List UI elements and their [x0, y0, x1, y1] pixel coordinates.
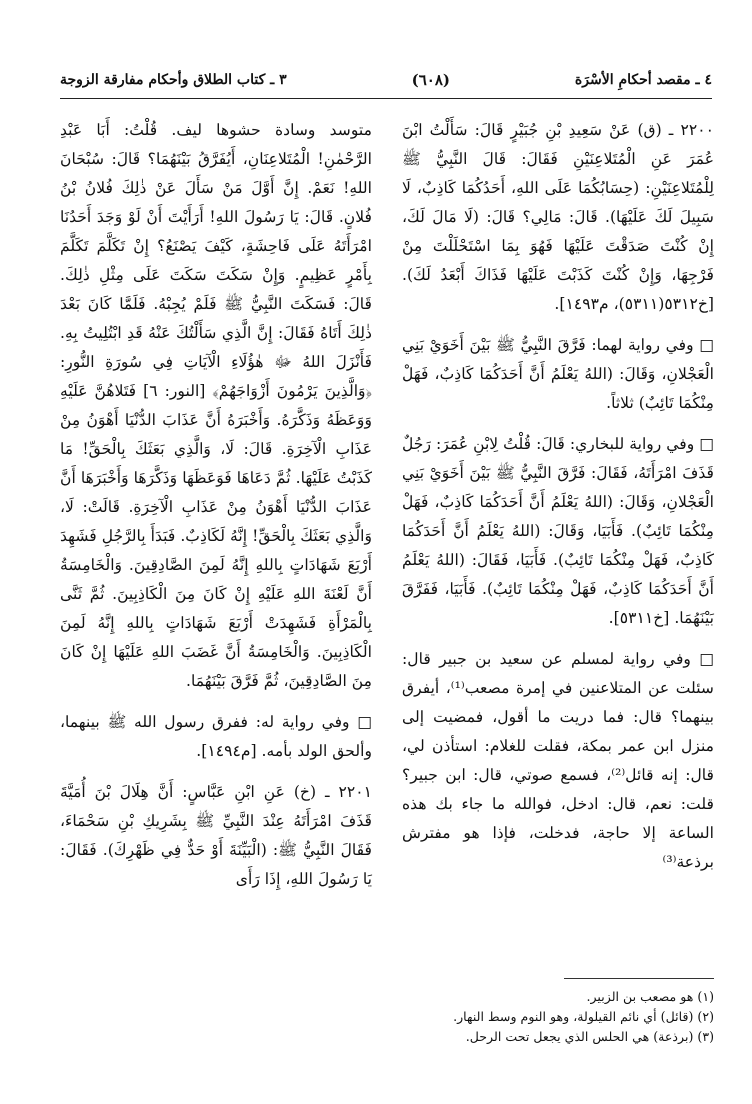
footnote-rule: [564, 978, 714, 979]
narration-both: □ وفي رواية لهما: فَرَّقَ النَّبِيُّ ﷺ بَيْنَ أَخَوَيْ بَنِي الْعَجْلانِ، وَقَالَ: (اللهُ يَعْلَمُ أَنَّ أَحَدَكُمَا كَاذِبٌ، فَهَلْ مِنْكُمَا تَائِبٌ) ثلاثاً.: [402, 336, 714, 412]
right-column: [402, 116, 714, 1016]
footnote-3: (٣) (برذعة) هي الحلس الذي يجعل تحت الرحل.: [465, 1029, 714, 1044]
hadith-2201: ٢٢٠١ ـ (خ) عَنِ ابْنِ عَبَّاسٍ: أَنَّ هِلَالَ بْنَ أُمَيَّةَ قَذَفَ امْرَأَتَهُ عِنْدَ النَّبِيِّ ﷺ بِشَرِيكِ بْنِ سَحْمَاءَ، فَقَالَ النَّبِيُّ ﷺ: (الْبَيِّنَةَ أَوْ حَدٌّ فِي ظَهْرِكَ). فَقَالَ: يَا رَسُولَ اللهِ، إِذَا رَأَى: [60, 783, 372, 888]
page-number: (٦٠٨): [411, 71, 450, 89]
narration-muslim-2: □ وفي رواية له: ففرق رسول الله ﷺ بينهما، وألحق الولد بأمه. [م١٤٩٤].: [60, 713, 372, 760]
footnote-1: (١) هو مصعب بن الزبير.: [586, 989, 714, 1004]
header-rule: [60, 98, 712, 99]
header-book-title: ٣ ـ كتاب الطلاق وأحكام مفارقة الزوجة: [60, 72, 287, 88]
narration-bukhari: □ وفي رواية للبخاري: قَالَ: قُلْتُ لِابْنِ عُمَرَ: رَجُلٌ قَذَفَ امْرَأَتَهُ، فَقَالَ: فَرَّقَ النَّبِيُّ ﷺ بَيْنَ أَخَوَيْ بَنِي الْعَجْلانِ، وَقَالَ: (اللهُ يَعْلَمُ أَنَّ أَحَدَكُمَا كَاذِبٌ، فَهَلْ مِنْكُمَا تَائِبٌ). فَأَبَيَا، وَقَالَ: (اللهُ يَعْلَمُ أَنَّ أَحَدَكُمَا كَاذِبٌ، فَهَلْ مِنْكُمَا تَائِبٌ). فَأَبَيَا، فَقَالَ: (اللهُ يَعْلَمُ أَنَّ أَحَدَكُمَا كَاذِبٌ، فَهَلْ مِنْكُمَا تَائِبٌ). فَأَبَيَا، فَفَرَّقَ بَيْنَهُمَا. [خ٥٣١١].: [402, 435, 714, 627]
header-part-title: ٤ ـ مقصد أحكامِ الأسْرَة: [574, 72, 712, 88]
hadith-2200: ٢٢٠٠ ـ (ق) عَنْ سَعِيدِ بْنِ جُبَيْرٍ قَالَ: سَأَلْتُ ابْنَ عُمَرَ عَنِ الْمُتَلاعِنَيْنِ فَقَالَ: قَالَ النَّبِيُّ ﷺ لِلْمُتَلاعِنَيْنِ: (حِسَابُكُمَا عَلَى اللهِ، أَحَدُكُمَا كَاذِبٌ، لَا سَبِيلَ لَكَ عَلَيْهَا). قَالَ: مَالِي؟ قَالَ: (لَا مَالَ لَكَ، إِنْ كُنْتَ صَدَقْتَ عَلَيْهَا فَهُوَ بِمَا اسْتَحْلَلْتَ مِنْ فَرْجِهَا، وَإِنْ كُنْتَ كَذَبْتَ عَلَيْهَا فَذَاكَ أَبْعَدُ لَكَ). [خ٥٣١٢(٥٣١١)، م١٤٩٣].: [402, 121, 714, 313]
page-header: [60, 66, 712, 94]
footnotes: [402, 978, 714, 1047]
narration-muslim: □ وفي رواية لمسلم عن سعيد بن جبير قال: سئلت عن المتلاعنين في إمرة مصعب⁽¹⁾، أيفرق بينهما؟ قال: فما دريت ما أقول، فمضيت إلى منزل ابن عمر بمكة، فقلت للغلام: استأذن لي، قال: إنه قائل⁽²⁾، فسمع صوتي، قال: ابن جبير؟ قلت: نعم، قال: ادخل، فوالله ما جاء بك هذه الساعة إلا حاجة، فدخلت، فإذا هو مفترش برذعة⁽³⁾: [402, 650, 714, 871]
left-column: [60, 116, 372, 1016]
narration-muslim-continued: متوسد وسادة حشوها ليف. قُلْتُ: أَبَا عَبْدِ الرَّحْمٰنِ! الْمُتَلاعِنَانِ، أَيُفَرَّقُ بَيْنَهُمَا؟ قَالَ: سُبْحَانَ اللهِ! نَعَمْ. إِنَّ أَوَّلَ مَنْ سَأَلَ عَنْ ذٰلِكَ فُلانُ بْنُ فُلانٍ. قَالَ: يَا رَسُولَ اللهِ! أَرَأَيْتَ أَنْ لَوْ وَجَدَ أَحَدُنَا امْرَأَتَهُ عَلَى فَاحِشَةٍ، كَيْفَ يَصْنَعُ؟ إِنْ تَكَلَّمَ تَكَلَّمَ بِأَمْرٍ عَظِيمٍ. وَإِنْ سَكَتَ سَكَتَ عَلَى مِثْلِ ذٰلِكَ. قَالَ: فَسَكَتَ النَّبِيُّ ﷺ فَلَمْ يُجِبْهُ. فَلَمَّا كَانَ بَعْدَ ذٰلِكَ أَتَاهُ فَقَالَ: إِنَّ الَّذِي سَأَلْتُكَ عَنْهُ قَدِ ابْتُلِيتُ بِهِ. فَأَنْزَلَ اللهُ ﷻ هٰؤُلَاءِ الْآيَاتِ فِي سُورَةِ النُّورِ: ﴿وَالَّذِينَ يَرْمُونَ أَزْوَاجَهُمْ﴾ [النور: ٦] فَتَلاهُنَّ عَلَيْهِ وَوَعَظَهُ وَذَكَّرَهُ. وَأَخْبَرَهُ أَنَّ عَذَابَ الدُّنْيَا أَهْوَنُ مِنْ عَذَابِ الْآخِرَةِ. قَالَ: لَا، وَالَّذِي بَعَثَكَ بِالْحَقِّ! مَا كَذَبْتُ عَلَيْهَا. ثُمَّ دَعَاهَا فَوَعَظَهَا وَذَكَّرَهَا وَأَخْبَرَهَا أَنَّ عَذَابَ الدُّنْيَا أَهْوَنُ مِنْ عَذَابِ الْآخِرَةِ. قَالَتْ: لَا، وَالَّذِي بَعَثَكَ بِالْحَقِّ! إِنَّهُ لَكَاذِبٌ. فَبَدَأَ بِالرَّجُلِ فَشَهِدَ أَرْبَعَ شَهَادَاتٍ بِاللهِ إِنَّهُ لَمِنَ الصَّادِقِينَ. وَالْخَامِسَةُ أَنَّ لَعْنَةَ اللهِ عَلَيْهِ إِنْ كَانَ مِنَ الْكَاذِبِينَ. ثُمَّ ثَنَّى بِالْمَرْأَةِ فَشَهِدَتْ أَرْبَعَ شَهَادَاتٍ بِاللهِ إِنَّهُ لَمِنَ الْكَاذِبِينَ. وَالْخَامِسَةُ أَنَّ غَضَبَ اللهِ عَلَيْهَا إِنْ كَانَ مِنَ الصَّادِقِينَ، ثُمَّ فَرَّقَ بَيْنَهُمَا.: [60, 121, 373, 690]
footnote-2: (٢) (قائل) أي نائم القيلولة، وهو النوم وسط النهار.: [453, 1009, 714, 1024]
